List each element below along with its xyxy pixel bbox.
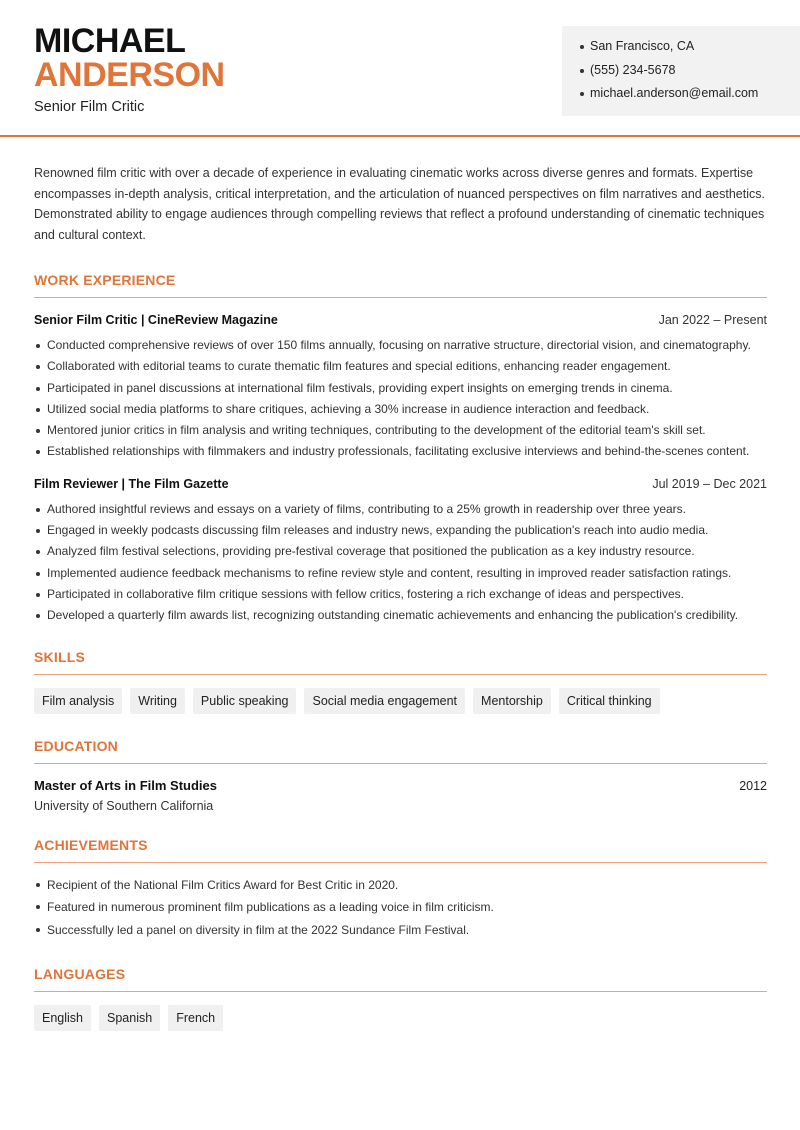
candidate-name [34, 24, 225, 92]
first-name: MICHAEL [34, 22, 186, 60]
education-degree: Master of Arts in Film Studies [34, 777, 217, 793]
list-item: Authored insightful reviews and essays on a variety of films, contributing to a 25% growth in readership over three years. [34, 499, 767, 520]
list-item: Participated in collaborative film critique sessions with fellow critics, fostering a rich exchange of ideas and perspectives. [34, 584, 767, 605]
list-item: Mentored junior critics in film analysis and writing techniques, contributing to the development of the editorial team's skill set. [34, 420, 767, 441]
language-chip: English [34, 1005, 91, 1031]
resume-header [0, 0, 800, 137]
list-item: Participated in panel discussions at international film festivals, providing expert insights on emerging trends in cinema. [34, 378, 767, 399]
section-title-skills: SKILLS [34, 649, 767, 675]
list-item: Successfully led a panel on diversity in film at the 2022 Sundance Film Festival. [34, 919, 767, 942]
list-item: Recipient of the National Film Critics Award for Best Critic in 2020. [34, 874, 767, 897]
education-entry [34, 778, 767, 813]
job-entry-dates: Jan 2022 – Present [658, 313, 767, 327]
skill-chip: Writing [130, 688, 185, 714]
contact-box [562, 26, 800, 116]
section-title-achievements: ACHIEVEMENTS [34, 837, 767, 863]
skills-list [34, 688, 767, 714]
list-item: Established relationships with filmmakers and industry professionals, facilitating exclusive interviews and behind-the-scenes content. [34, 441, 767, 462]
skills-section [34, 649, 767, 714]
language-chip: French [168, 1005, 223, 1031]
job-entry-title: Film Reviewer | The Film Gazette [34, 476, 229, 491]
skill-chip: Social media engagement [304, 688, 465, 714]
list-item: Engaged in weekly podcasts discussing film releases and industry news, expanding the publication's reach into audio media. [34, 520, 767, 541]
last-name: ANDERSON [34, 56, 225, 94]
job-bullets [34, 499, 767, 627]
section-title-languages: LANGUAGES [34, 966, 767, 992]
language-chip: Spanish [99, 1005, 160, 1031]
job-title: Senior Film Critic [34, 99, 145, 115]
skill-chip: Critical thinking [559, 688, 660, 714]
contact-email: michael.anderson@email.com [580, 86, 800, 110]
list-item: Conducted comprehensive reviews of over 150 films annually, focusing on narrative structure, directorial vision, and cinematography. [34, 335, 767, 356]
work-section [34, 272, 767, 627]
achievements-list [34, 874, 767, 942]
education-school: University of Southern California [34, 798, 214, 813]
achievements-section [34, 837, 767, 942]
job-bullets [34, 335, 767, 463]
job-entry [34, 313, 767, 463]
education-year: 2012 [739, 778, 767, 793]
section-title-work: WORK EXPERIENCE [34, 272, 767, 298]
list-item: Analyzed film festival selections, providing pre-festival coverage that positioned the publication as a key industry resource. [34, 541, 767, 562]
job-entry-title: Senior Film Critic | CineReview Magazine [34, 313, 278, 327]
skill-chip: Public speaking [193, 688, 297, 714]
job-entry [34, 477, 767, 627]
list-item: Developed a quarterly film awards list, recognizing outstanding cinematic achievements and enhancing the publication's credibility. [34, 605, 767, 626]
skill-chip: Mentorship [473, 688, 551, 714]
section-title-education: EDUCATION [34, 738, 767, 764]
summary: Renowned film critic with over a decade of experience in evaluating cinematic works across diverse genres and formats. Expertise encompasses in-depth analysis, critical interpretation, and the articulation of nuanced perspectives on film narratives and aesthetics. Demonstrated ability to engage audiences through compelling reviews that reflect a profound understanding of cinematic techniques and cultural context. [34, 166, 765, 242]
resume-body [34, 163, 767, 1031]
skill-chip: Film analysis [34, 688, 122, 714]
list-item: Implemented audience feedback mechanisms to refine review style and content, resulting in improved reader satisfaction ratings. [34, 563, 767, 584]
languages-list [34, 1005, 767, 1031]
list-item: Utilized social media platforms to share critiques, achieving a 30% increase in audience interaction and feedback. [34, 399, 767, 420]
list-item: Featured in numerous prominent film publications as a leading voice in film criticism. [34, 896, 767, 919]
languages-section [34, 966, 767, 1031]
contact-phone: (555) 234-5678 [580, 63, 800, 87]
job-entry-dates: Jul 2019 – Dec 2021 [652, 476, 767, 491]
contact-location: San Francisco, CA [580, 39, 800, 63]
education-section [34, 738, 767, 813]
list-item: Collaborated with editorial teams to curate thematic film features and special editions, enhancing reader engagement. [34, 356, 767, 377]
